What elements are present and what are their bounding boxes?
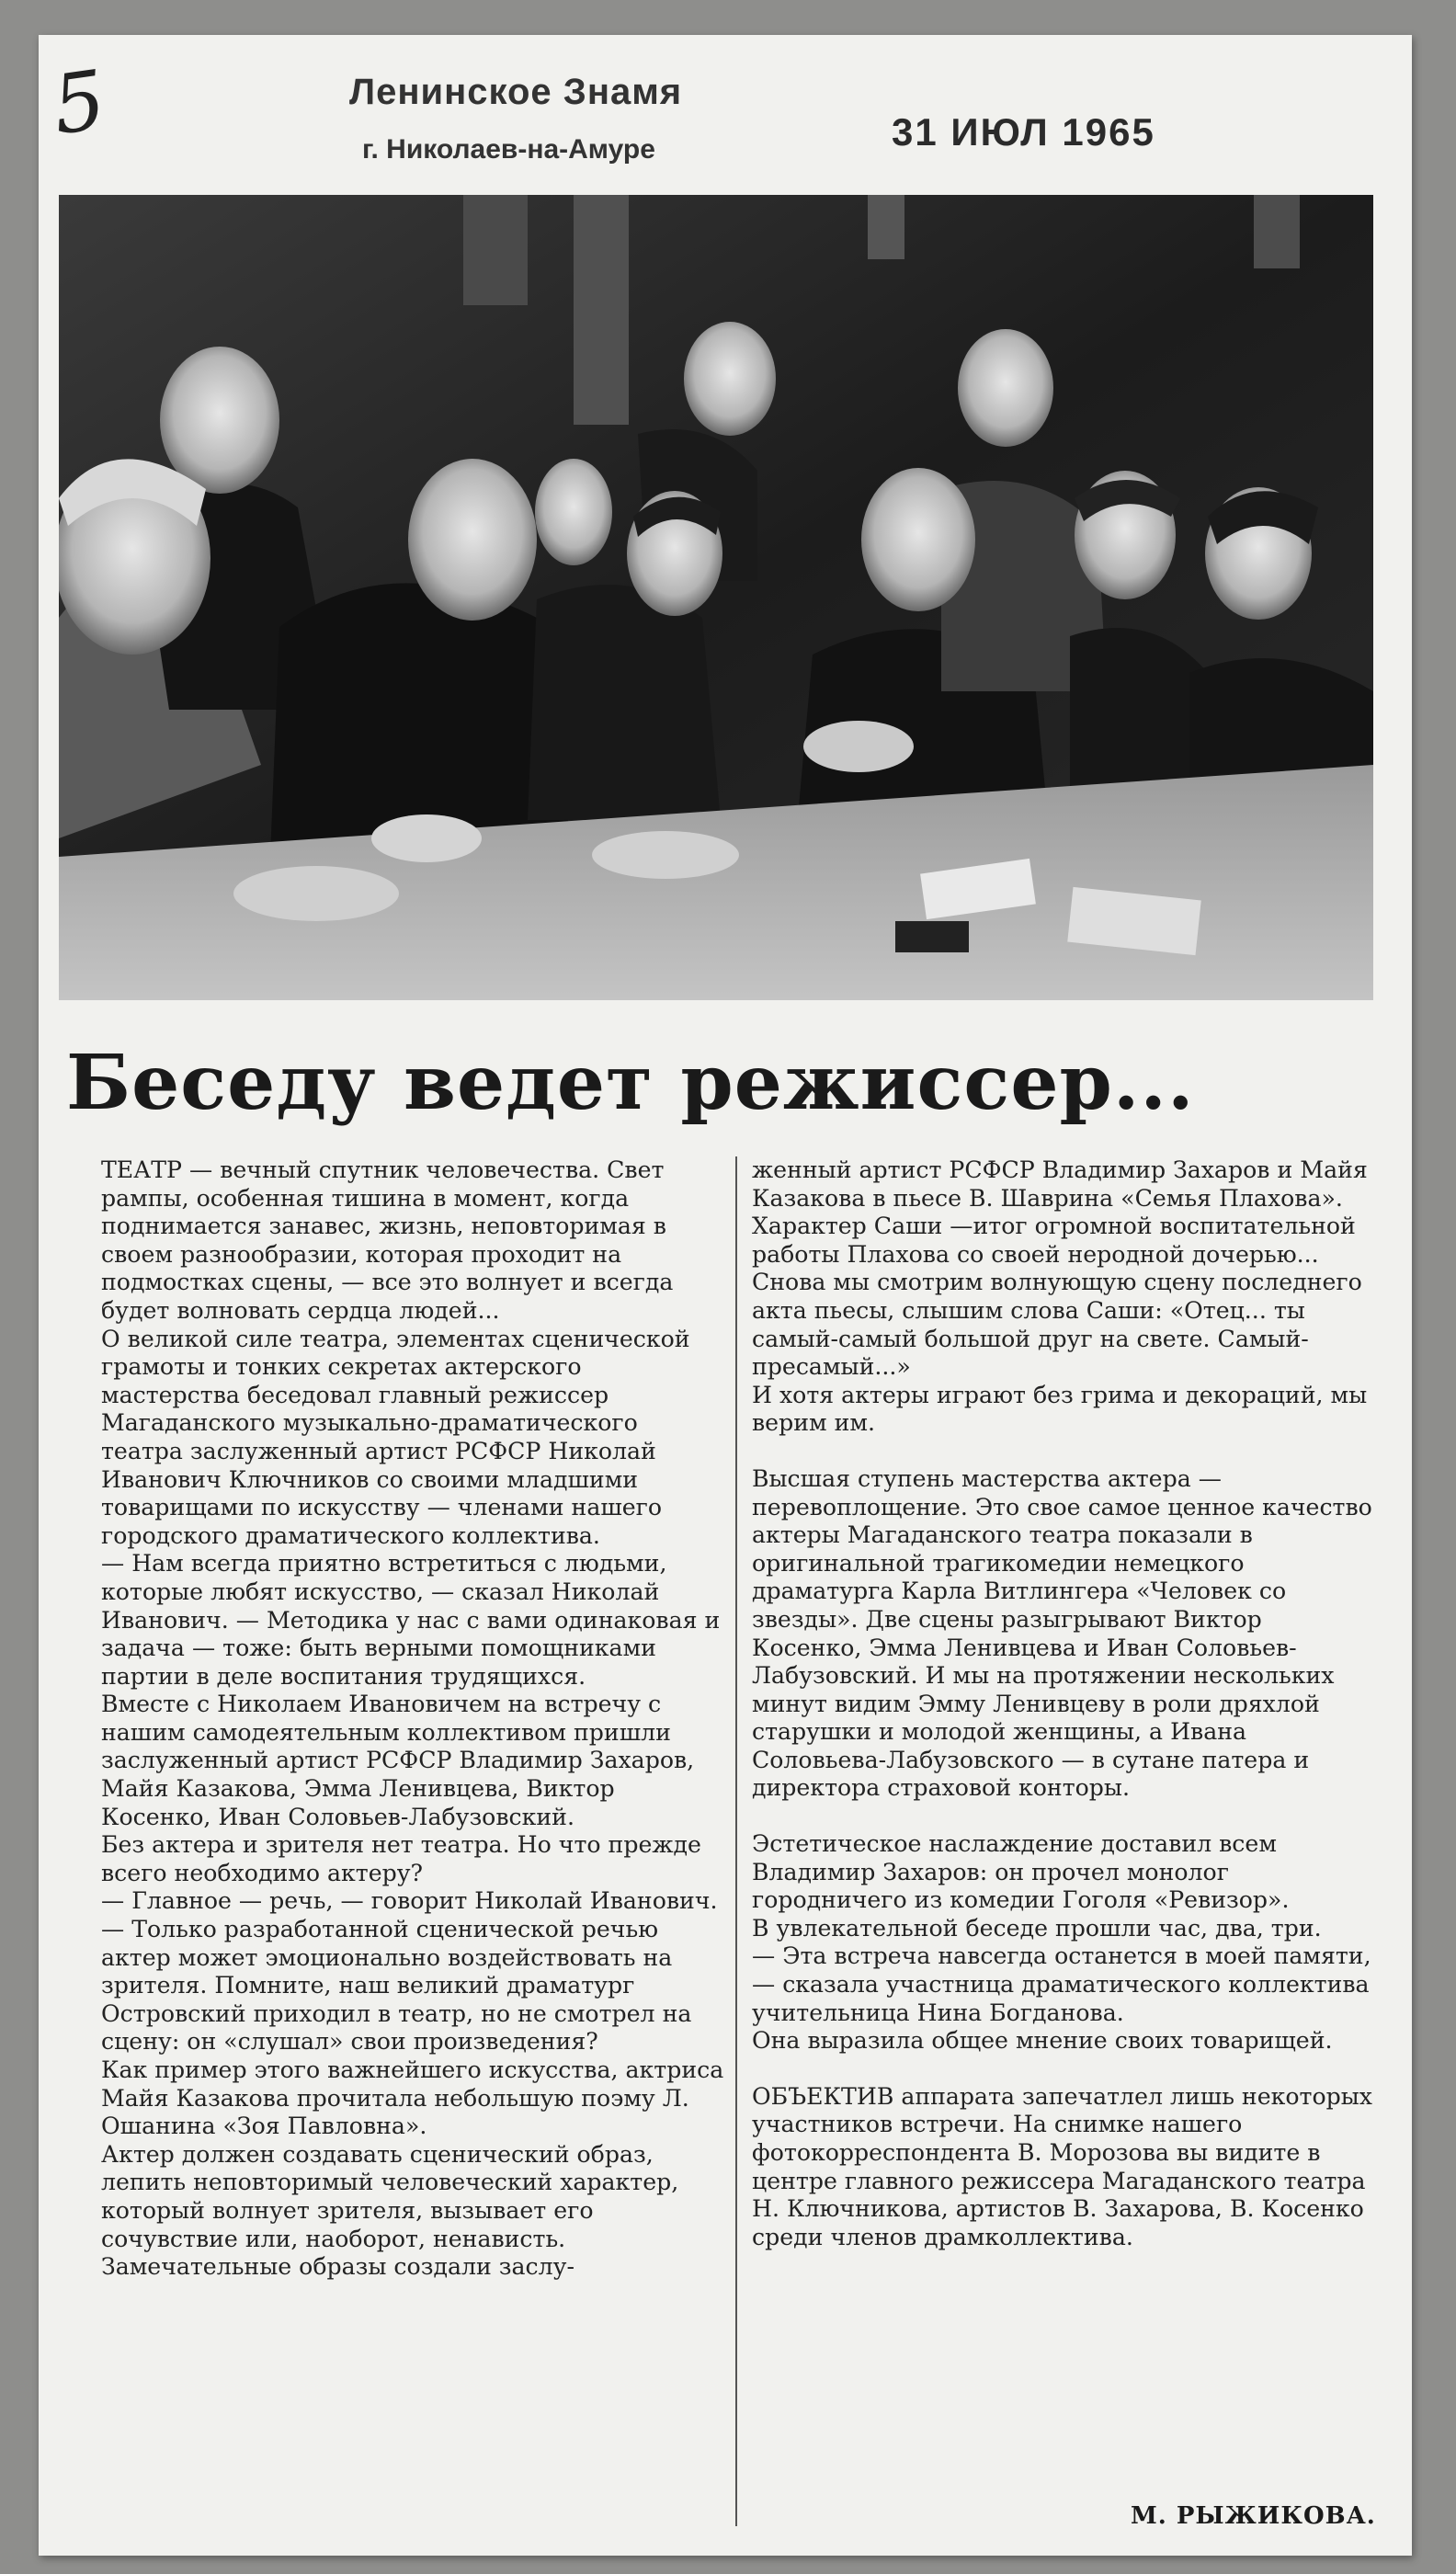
paragraph: В увлекательной беседе прошли час, два, три. [752, 1914, 1322, 1942]
paragraph: Актер должен создавать сценический образ, лепить неповторимый человеческий характер, который волнует зрителя, вызывает его сочувствие или, наоборот, ненависть. [101, 2140, 679, 2252]
paragraph: Снова мы смотрим волнующую сцену последнего акта пьесы, слышим слова Саши: «Отец... ты самый-самый большой друг на свете. Самый-пресамый...» [752, 1269, 1362, 1381]
paragraph: ТЕАТР — вечный спутник человечества. Свет рампы, особенная тишина в момент, когда поднимается занавес, жизнь, неповторимая в своем разнообразии, которая проходит на подмостках сцены, — все это волнует и всегда будет волновать сердца людей... [101, 1156, 674, 1324]
article-column-left [101, 1156, 726, 2282]
city-stamp: г. Николаев-на-Амуре [362, 134, 655, 165]
paragraph: Высшая ступень мастерства актера — перевоплощение. Это свое самое ценное качество актеры Магаданского театра показали в оригинальной трагикомедии немецкого драматурга Карла Витлингера «Человек со звезды». Две сцены разыгрывают Виктор Косенко, Эмма Ленивцева и Иван Соловьев-Лабузовский. И мы на протяжении нескольких минут видим Эмму Ленивцеву в роли дряхлой старушки и молодой женщины, а Ивана Соловьева-Лабузовского — в сутане патера и директора страховой конторы. [752, 1464, 1372, 1802]
paragraph: Замечательные образы создали заслу- [101, 2253, 574, 2281]
paragraph: Эстетическое наслаждение доставил всем Владимир Захаров: он прочел монолог городничего из комедии Гоголя «Ревизор». [752, 1830, 1290, 1914]
article-headline: Беседу ведет режиссер... [66, 1039, 1195, 1127]
paragraph: женный артист РСФСР Владимир Захаров и Майя Казакова в пьесе В. Шаврина «Семья Плахова». Характер Саши —итог огромной воспитательной работы Плахова со своей неродной дочерью... [752, 1156, 1368, 1268]
column-divider [735, 1156, 737, 2526]
paragraph: Она выразила общее мнение своих товарищей. [752, 2027, 1333, 2055]
paragraph: — Нам всегда приятно встретиться с людьми, которые любят искусство, — сказал Николай Иванович. — Методика у нас с вами одинаковая и задача — тоже: быть верными помощниками партии в деле воспитания трудящихся. [101, 1550, 721, 1690]
photo-caption: ОБЪЕКТИВ аппарата запечатлел лишь некоторых участников встречи. На снимке нашего фотокорреспондента В. Морозова вы видите в центре главного режиссера Магаданского театра Н. Ключникова, артистов В. Захарова, В. Косенко среди членов драмколлектива. [752, 2082, 1372, 2250]
author-signature: М. РЫЖИКОВА. [1131, 2502, 1376, 2530]
paragraph: О великой силе театра, элементах сценической грамоты и тонких секретах актерского мастерства беседовал главный режиссер Магаданского музыкально-драматического театра заслуженный артист РСФСР Николай Иванович Ключников со своими младшими товарищами по искусству — членами нашего городского драматического коллектива. [101, 1325, 690, 1549]
date-stamp: 31 ИЮЛ 1965 [892, 110, 1155, 154]
paragraph: И хотя актеры играют без грима и декораций, мы верим им. [752, 1381, 1368, 1437]
paragraph: — Эта встреча навсегда останется в моей памяти, — сказала участница драматического коллектива учительница Нина Богданова. [752, 1942, 1371, 2026]
newspaper-name-stamp: Ленинское Знамя [349, 72, 683, 112]
paragraph: Без актера и зрителя нет театра. Но что прежде всего необходимо актеру? [101, 1831, 701, 1886]
paragraph: Вместе с Николаем Ивановичем на встречу с нашим самодеятельным коллективом пришли заслуженный артист РСФСР Владимир Захаров, Майя Казакова, Эмма Ленивцева, Виктор Косенко, Иван Соловьев-Лабузовский. [101, 1691, 695, 1830]
paragraph: Как пример этого важнейшего искусства, актриса Майя Казакова прочитала небольшую поэму Л. Ошанина «Зоя Павловна». [101, 2056, 724, 2140]
paragraph: — Главное — речь, — говорит Николай Иванович. — Только разработанной сценической речью актер может эмоционально воздействовать на зрителя. Помните, наш великий драматург Островский приходил в театр, но не смотрел на сцену: он «слушал» свои произведения? [101, 1887, 718, 2056]
article-column-right [752, 1156, 1377, 2251]
group-photo [59, 195, 1373, 1000]
handwritten-page-number: 5 [47, 51, 111, 154]
